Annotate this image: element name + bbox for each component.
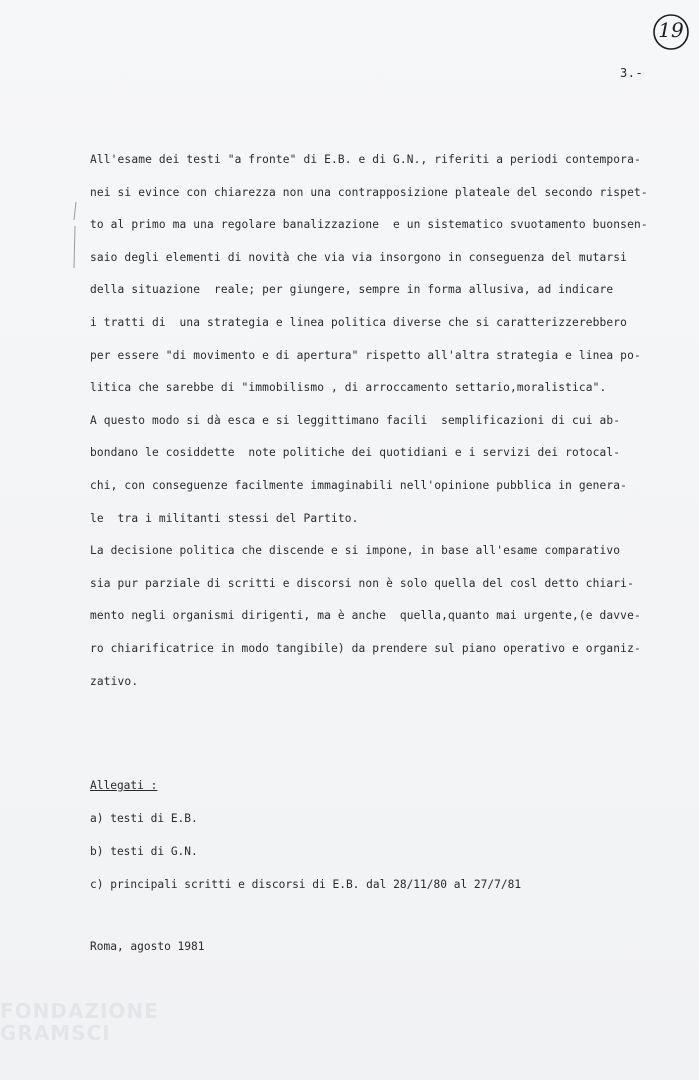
watermark-line1: FONDAZIONE	[0, 999, 159, 1023]
text-line: La decisione politica che discende e si impone, in base all'esame comparativo	[90, 544, 621, 558]
text-line: ro chiarificatrice in modo tangibile) da prendere sul piano operativo e organiz-	[90, 641, 641, 655]
archive-watermark	[0, 1000, 220, 1080]
watermark-line2: GRAMSCI	[0, 1021, 111, 1045]
text-line: i tratti di una strategia e linea politica diverse che si caratterizzerebbero	[90, 315, 628, 329]
text-line: mento negli organismi dirigenti, ma è anche quella,quanto mai urgente,(e davve-	[90, 609, 641, 623]
attachments-section	[90, 776, 610, 908]
main-text	[90, 150, 650, 704]
text-line: della situazione reale; per giungere, sempre in forma allusiva, ad indicare	[90, 283, 614, 297]
text-line: le tra i militanti stessi del Partito.	[90, 511, 359, 525]
text-line: A questo modo si dà esca e si leggittimano facili semplificazioni di cui ab-	[90, 413, 621, 427]
archive-stamp	[652, 12, 690, 52]
text-line: nei si evince con chiarezza non una contrapposizione plateale del secondo rispet-	[90, 185, 648, 199]
attachment-item: b) testi di G.N.	[90, 845, 198, 858]
stamp-number: 19	[658, 18, 684, 42]
margin-pencil-mark-icon	[72, 200, 78, 270]
attachment-item: a) testi di E.B.	[90, 812, 198, 825]
text-line: chi, con conseguenze facilmente immaginabili nell'opinione pubblica in genera-	[90, 478, 628, 492]
text-line: litica che sarebbe di "immobilismo , di arroccamento settario,moralistica".	[90, 381, 607, 395]
text-line: All'esame dei testi "a fronte" di E.B. e di G.N., riferiti a periodi contempora-	[90, 153, 641, 166]
text-line: per essere "di movimento e di apertura" rispetto all'altra strategia e linea po-	[90, 348, 641, 362]
attachments-title: Allegati :	[90, 779, 158, 792]
page-number: 3.-	[620, 66, 644, 80]
place-date: Roma, agosto 1981	[90, 940, 205, 953]
text-line: bondano le cosiddette note politiche dei quotidiani e i servizi dei rotocal-	[90, 446, 621, 460]
attachment-item: c) principali scritti e discorsi di E.B. dal 28/11/80 al 27/7/81	[90, 878, 522, 891]
text-line: to al primo ma una regolare banalizzazione e un sistematico svuotamento buonsen-	[90, 218, 648, 232]
text-line: sia pur parziale di scritti e discorsi non è solo quella del cosl detto chiari-	[90, 576, 634, 590]
text-line: saio degli elementi di novità che via via insorgono in conseguenza del mutarsi	[90, 250, 628, 264]
text-line: zativo.	[90, 674, 139, 688]
